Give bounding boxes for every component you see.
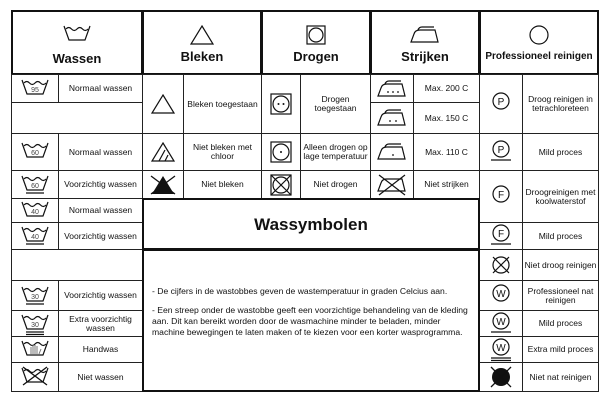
svg-text:W: W	[496, 316, 506, 328]
no-iron-icon	[375, 173, 409, 197]
svg-text:40: 40	[31, 234, 39, 241]
wash-icon-cell	[11, 336, 59, 363]
label: Niet wassen	[77, 371, 124, 382]
prof-label	[522, 362, 599, 392]
dry-label	[300, 170, 371, 199]
svg-text:95: 95	[31, 86, 39, 94]
label: Voorzichtig wassen	[64, 230, 137, 241]
svg-text:60: 60	[31, 182, 39, 190]
prof-icon-cell	[479, 170, 523, 223]
label: Droogreinigen met koolwaterstof	[525, 186, 596, 206]
label: Niet bleken met chloor	[192, 142, 253, 161]
wash-label	[58, 280, 143, 311]
svg-text:60: 60	[31, 150, 39, 157]
label: Niet drogen	[313, 179, 358, 189]
wash-label	[58, 170, 143, 199]
no-wet-clean-icon	[488, 364, 514, 390]
prof-label	[522, 133, 599, 171]
header-label: Wassen	[52, 51, 102, 66]
iron-200-icon	[375, 78, 409, 100]
wash-label	[58, 310, 143, 337]
header-strijken	[370, 10, 480, 75]
prof-icon-cell	[479, 362, 523, 392]
wash-tub-icon	[20, 223, 50, 249]
tumble-dry-low-icon	[269, 140, 293, 164]
iron-label	[413, 74, 480, 103]
label: Alleen drogen op lage temperatuur	[303, 142, 368, 161]
header-prof	[479, 10, 599, 75]
label: Max. 110 C	[425, 146, 468, 157]
iron-110-icon	[375, 141, 409, 163]
prof-label	[522, 280, 599, 311]
prof-icon-cell	[479, 336, 523, 363]
wash-tub-icon	[20, 172, 50, 198]
label: Max. 200 C	[424, 83, 469, 93]
header-label: Drogen	[293, 49, 339, 64]
svg-text:30: 30	[31, 293, 39, 301]
label: Normaal wassen	[68, 205, 133, 215]
svg-text:W: W	[496, 288, 506, 300]
bleach-label	[183, 74, 262, 134]
svg-text:P: P	[497, 97, 505, 108]
wash-label	[58, 222, 143, 250]
prof-icon-cell	[479, 133, 523, 171]
label: Niet nat reinigen	[529, 371, 592, 382]
dry-clean-f-mild-icon	[489, 223, 513, 249]
dry-icon-cell	[261, 133, 301, 171]
notes	[152, 286, 472, 346]
wash-icon-cell	[11, 222, 59, 250]
label: Voorzichtig wassen	[64, 179, 137, 189]
label: Drogen toegestaan	[314, 94, 357, 113]
label: Bleken toegestaan	[187, 98, 258, 109]
iron-label	[413, 133, 480, 171]
dry-clean-p-icon	[489, 91, 513, 117]
wash-tub-icon	[20, 198, 50, 224]
label: Mild proces	[538, 318, 583, 328]
prof-icon-cell	[479, 310, 523, 337]
bleach-icon-cell	[142, 133, 184, 171]
wet-clean-extra-mild-icon	[489, 337, 513, 363]
iron-icon-cell	[370, 102, 414, 134]
wash-label	[58, 362, 143, 392]
note: - Een streep onder de wastobbe geeft een voorzichtige behandeling van de kleding aan. Dit kan bereikt worden door de wasmachine minder te beladen, minder machine bewegingen te laten maken of te kiezen voor een korter wasprogramma.	[152, 305, 468, 337]
wash-label	[58, 336, 143, 363]
label: Max. 150 C	[424, 112, 469, 123]
prof-label	[522, 310, 599, 337]
header-drogen	[261, 10, 371, 75]
prof-label	[522, 170, 599, 223]
header-wassen	[11, 10, 143, 75]
label: Niet bleken	[201, 179, 244, 189]
iron-icon-cell	[370, 170, 414, 199]
iron-150-icon	[375, 107, 409, 129]
label: Mild proces	[538, 230, 583, 241]
no-dry-clean-icon	[489, 253, 513, 277]
dry-clean-f-icon	[489, 184, 513, 210]
svg-text:P: P	[497, 145, 505, 156]
iron-icon-cell	[370, 74, 414, 103]
prof-label	[522, 74, 599, 134]
svg-text:W: W	[496, 342, 506, 354]
tumble-dry-icon	[269, 92, 293, 116]
dry-clean-p-mild-icon	[489, 139, 513, 165]
wash-icon-cell	[11, 362, 59, 392]
prof-label	[522, 249, 599, 281]
bleach-label	[183, 170, 262, 199]
dry-icon-cell	[261, 170, 301, 199]
dry-label	[300, 74, 371, 134]
label: Professioneel nat reinigen	[527, 285, 594, 305]
svg-text:30: 30	[31, 321, 39, 329]
wash-icon-cell	[11, 170, 59, 199]
prof-label	[522, 336, 599, 363]
hand-wash-icon	[20, 337, 50, 363]
circle-icon	[528, 24, 550, 52]
label: Voorzichtig wassen	[64, 290, 137, 300]
prof-label	[522, 222, 599, 250]
iron-icon	[408, 24, 442, 52]
wash-icon-cell	[11, 133, 59, 171]
header-bleken	[142, 10, 262, 75]
svg-text:F: F	[497, 189, 505, 201]
iron-label	[413, 102, 480, 134]
label: Normaal wassen	[68, 83, 133, 93]
note: - De cijfers in de wastobbes geven de wastemperatuur in graden Celcius aan.	[152, 286, 448, 296]
title-cell	[142, 198, 480, 250]
wash-label	[58, 198, 143, 223]
label: Niet droog reinigen	[524, 259, 597, 270]
no-tumble-dry-icon	[269, 173, 293, 197]
wash-icon-cell	[11, 198, 59, 223]
wash-tub-icon	[20, 283, 50, 309]
dry-label	[300, 133, 371, 171]
dry-icon-cell	[261, 74, 301, 134]
iron-label	[413, 170, 480, 199]
bleach-icon-cell	[142, 74, 184, 134]
label: Droog reinigen in tetrachloreteen	[528, 94, 593, 113]
bleach-allowed-icon	[150, 93, 176, 115]
no-wash-icon	[20, 364, 50, 390]
prof-icon-cell	[479, 280, 523, 311]
wash-tub-icon	[20, 311, 50, 337]
wash-tub-icon	[62, 22, 92, 54]
label: Normaal wassen	[68, 146, 133, 157]
triangle-icon	[189, 24, 215, 52]
label: Mild proces	[538, 146, 583, 157]
iron-icon-cell	[370, 133, 414, 171]
wash-label	[58, 133, 143, 171]
wash-label	[58, 74, 143, 103]
prof-icon-cell	[479, 222, 523, 250]
header-label: Bleken	[180, 49, 224, 64]
svg-text:40: 40	[31, 208, 39, 216]
page-title: Wassymbolen	[254, 214, 368, 234]
wet-clean-mild-icon	[489, 311, 513, 337]
header-label: Strijken	[401, 49, 449, 64]
blank-cell	[11, 249, 143, 281]
label: Extra voorzichtig wassen	[69, 313, 132, 333]
label: Handwas	[82, 344, 119, 354]
header-label: Professioneel reinigen	[485, 51, 593, 62]
svg-text:F: F	[497, 229, 505, 240]
bleach-icon-cell	[142, 170, 184, 199]
non-chlorine-bleach-icon	[150, 141, 176, 163]
tumble-dry-icon	[305, 24, 327, 52]
wash-95-icon-cell	[11, 74, 59, 103]
wash-icon-cell	[11, 280, 59, 311]
prof-icon-cell	[479, 74, 523, 134]
no-bleach-icon	[148, 173, 178, 197]
wash-tub-icon	[20, 139, 50, 165]
wash-tub-icon	[20, 76, 50, 102]
label: Extra mild proces	[527, 344, 594, 354]
blank-cell	[11, 102, 143, 134]
label: Niet strijken	[424, 179, 469, 189]
wash-icon-cell	[11, 310, 59, 337]
prof-icon-cell	[479, 249, 523, 281]
wet-clean-icon	[489, 283, 513, 309]
bleach-label	[183, 133, 262, 171]
